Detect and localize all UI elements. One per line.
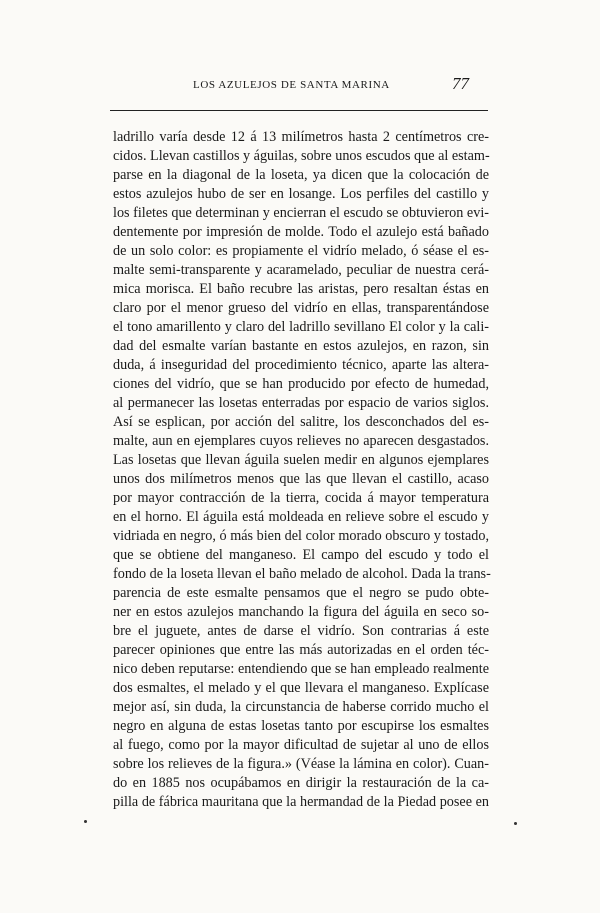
text-line: ladrillo varía desde 12 á 13 milímetros hasta 2 centímetros cre- xyxy=(113,129,489,145)
text-line: estos azulejos hubo de ser en losange. Los perfiles del castillo y xyxy=(113,186,489,202)
page-header xyxy=(193,76,483,98)
header-rule xyxy=(110,110,488,111)
text-line: ciones del vidrío, que se han producido por efecto de humedad, xyxy=(113,376,489,392)
text-line: por mayor contracción de la tierra, cocida á mayor temperatura xyxy=(113,490,489,506)
text-line: nico deben reputarse: entendiendo que se han empleado realmente xyxy=(113,661,489,677)
text-line: malte semi-transparente y acaramelado, peculiar de nuestra cerá- xyxy=(113,262,489,278)
page-number: 77 xyxy=(452,74,469,93)
text-line: unos dos milímetros menos que las que llevan el castillo, acaso xyxy=(113,471,489,487)
text-line: al permanecer las losetas enterradas por espacio de varios siglos. xyxy=(113,395,489,411)
text-line: vidriada en negro, ó más bien del color morado obscuro y tostado, xyxy=(113,528,489,544)
text-line: mica morisca. El baño recubre las aristas, pero resaltan éstas en xyxy=(113,281,489,297)
text-line: parencia de este esmalte pensamos que el negro se pudo obte- xyxy=(113,585,489,601)
text-line: mejor así, sin duda, la circunstancia de haberse corrido mucho el xyxy=(113,699,489,715)
text-line: dentemente por impresión de molde. Todo el azulejo está bañado xyxy=(113,224,489,240)
text-line: cidos. Llevan castillos y águilas, sobre unos escudos que al estam- xyxy=(113,148,490,164)
text-line: que se obtiene del manganeso. El campo del escudo y todo el xyxy=(113,547,489,563)
text-line: fondo de la loseta llevan el baño melado de alcohol. Dada la trans- xyxy=(113,566,491,582)
text-line: bre el juguete, antes de darse el vidrío. Son contrarias á este xyxy=(113,623,489,639)
text-line: parecer opiniones que entre las más autorizadas en el orden téc- xyxy=(113,642,489,658)
text-line: claro por el menor grueso del vidrío en ellas, transparentándose xyxy=(113,300,489,316)
text-line: los filetes que determinan y encierran el escudo se obtuvieron evi- xyxy=(113,205,489,221)
text-line: duda, á inseguridad del procedimiento técnico, aparte las altera- xyxy=(113,357,489,373)
text-line: sobre los relieves de la figura.» (Véase la lámina en color). Cuan- xyxy=(113,756,489,772)
text-line: negro en alguna de estas losetas tanto por escupirse los esmaltes xyxy=(113,718,489,734)
text-line: dad del esmalte varían bastante en estos azulejos, en razon, sin xyxy=(113,338,489,354)
text-line: el tono amarillento y claro del ladrillo sevillano El color y la cali- xyxy=(113,319,489,335)
running-head: LOS AZULEJOS DE SANTA MARINA xyxy=(193,79,390,91)
text-line: en el horno. El águila está moldeada en relieve sobre el escudo y xyxy=(113,509,489,525)
speck-mark xyxy=(84,820,87,823)
text-line: Las losetas que llevan águila suelen medir en algunos ejemplares xyxy=(113,452,489,468)
text-line: pilla de fábrica mauritana que la hermandad de la Piedad posee en xyxy=(113,794,489,810)
text-line: de un solo color: es propiamente el vidrío melado, ó séase el es- xyxy=(113,243,489,259)
body-text xyxy=(113,128,489,812)
speck-mark xyxy=(514,822,517,825)
text-line: Así se esplican, por acción del salitre, los desconchados del es- xyxy=(113,414,489,430)
text-line: malte, aun en ejemplares cuyos relieves no aparecen desgastados. xyxy=(113,433,489,449)
text-line: al fuego, como por la mayor dificultad de sujetar al uno de ellos xyxy=(113,737,489,753)
text-line: dos esmaltes, el melado y el que llevara el manganeso. Explícase xyxy=(113,680,489,696)
text-line: do en 1885 nos ocupábamos en dirigir la restauración de la ca- xyxy=(113,775,489,791)
text-line: parse en la diagonal de la loseta, ya dicen que la colocación de xyxy=(113,167,489,183)
text-line: ner en estos azulejos manchando la figura del águila en seco so- xyxy=(113,604,489,620)
